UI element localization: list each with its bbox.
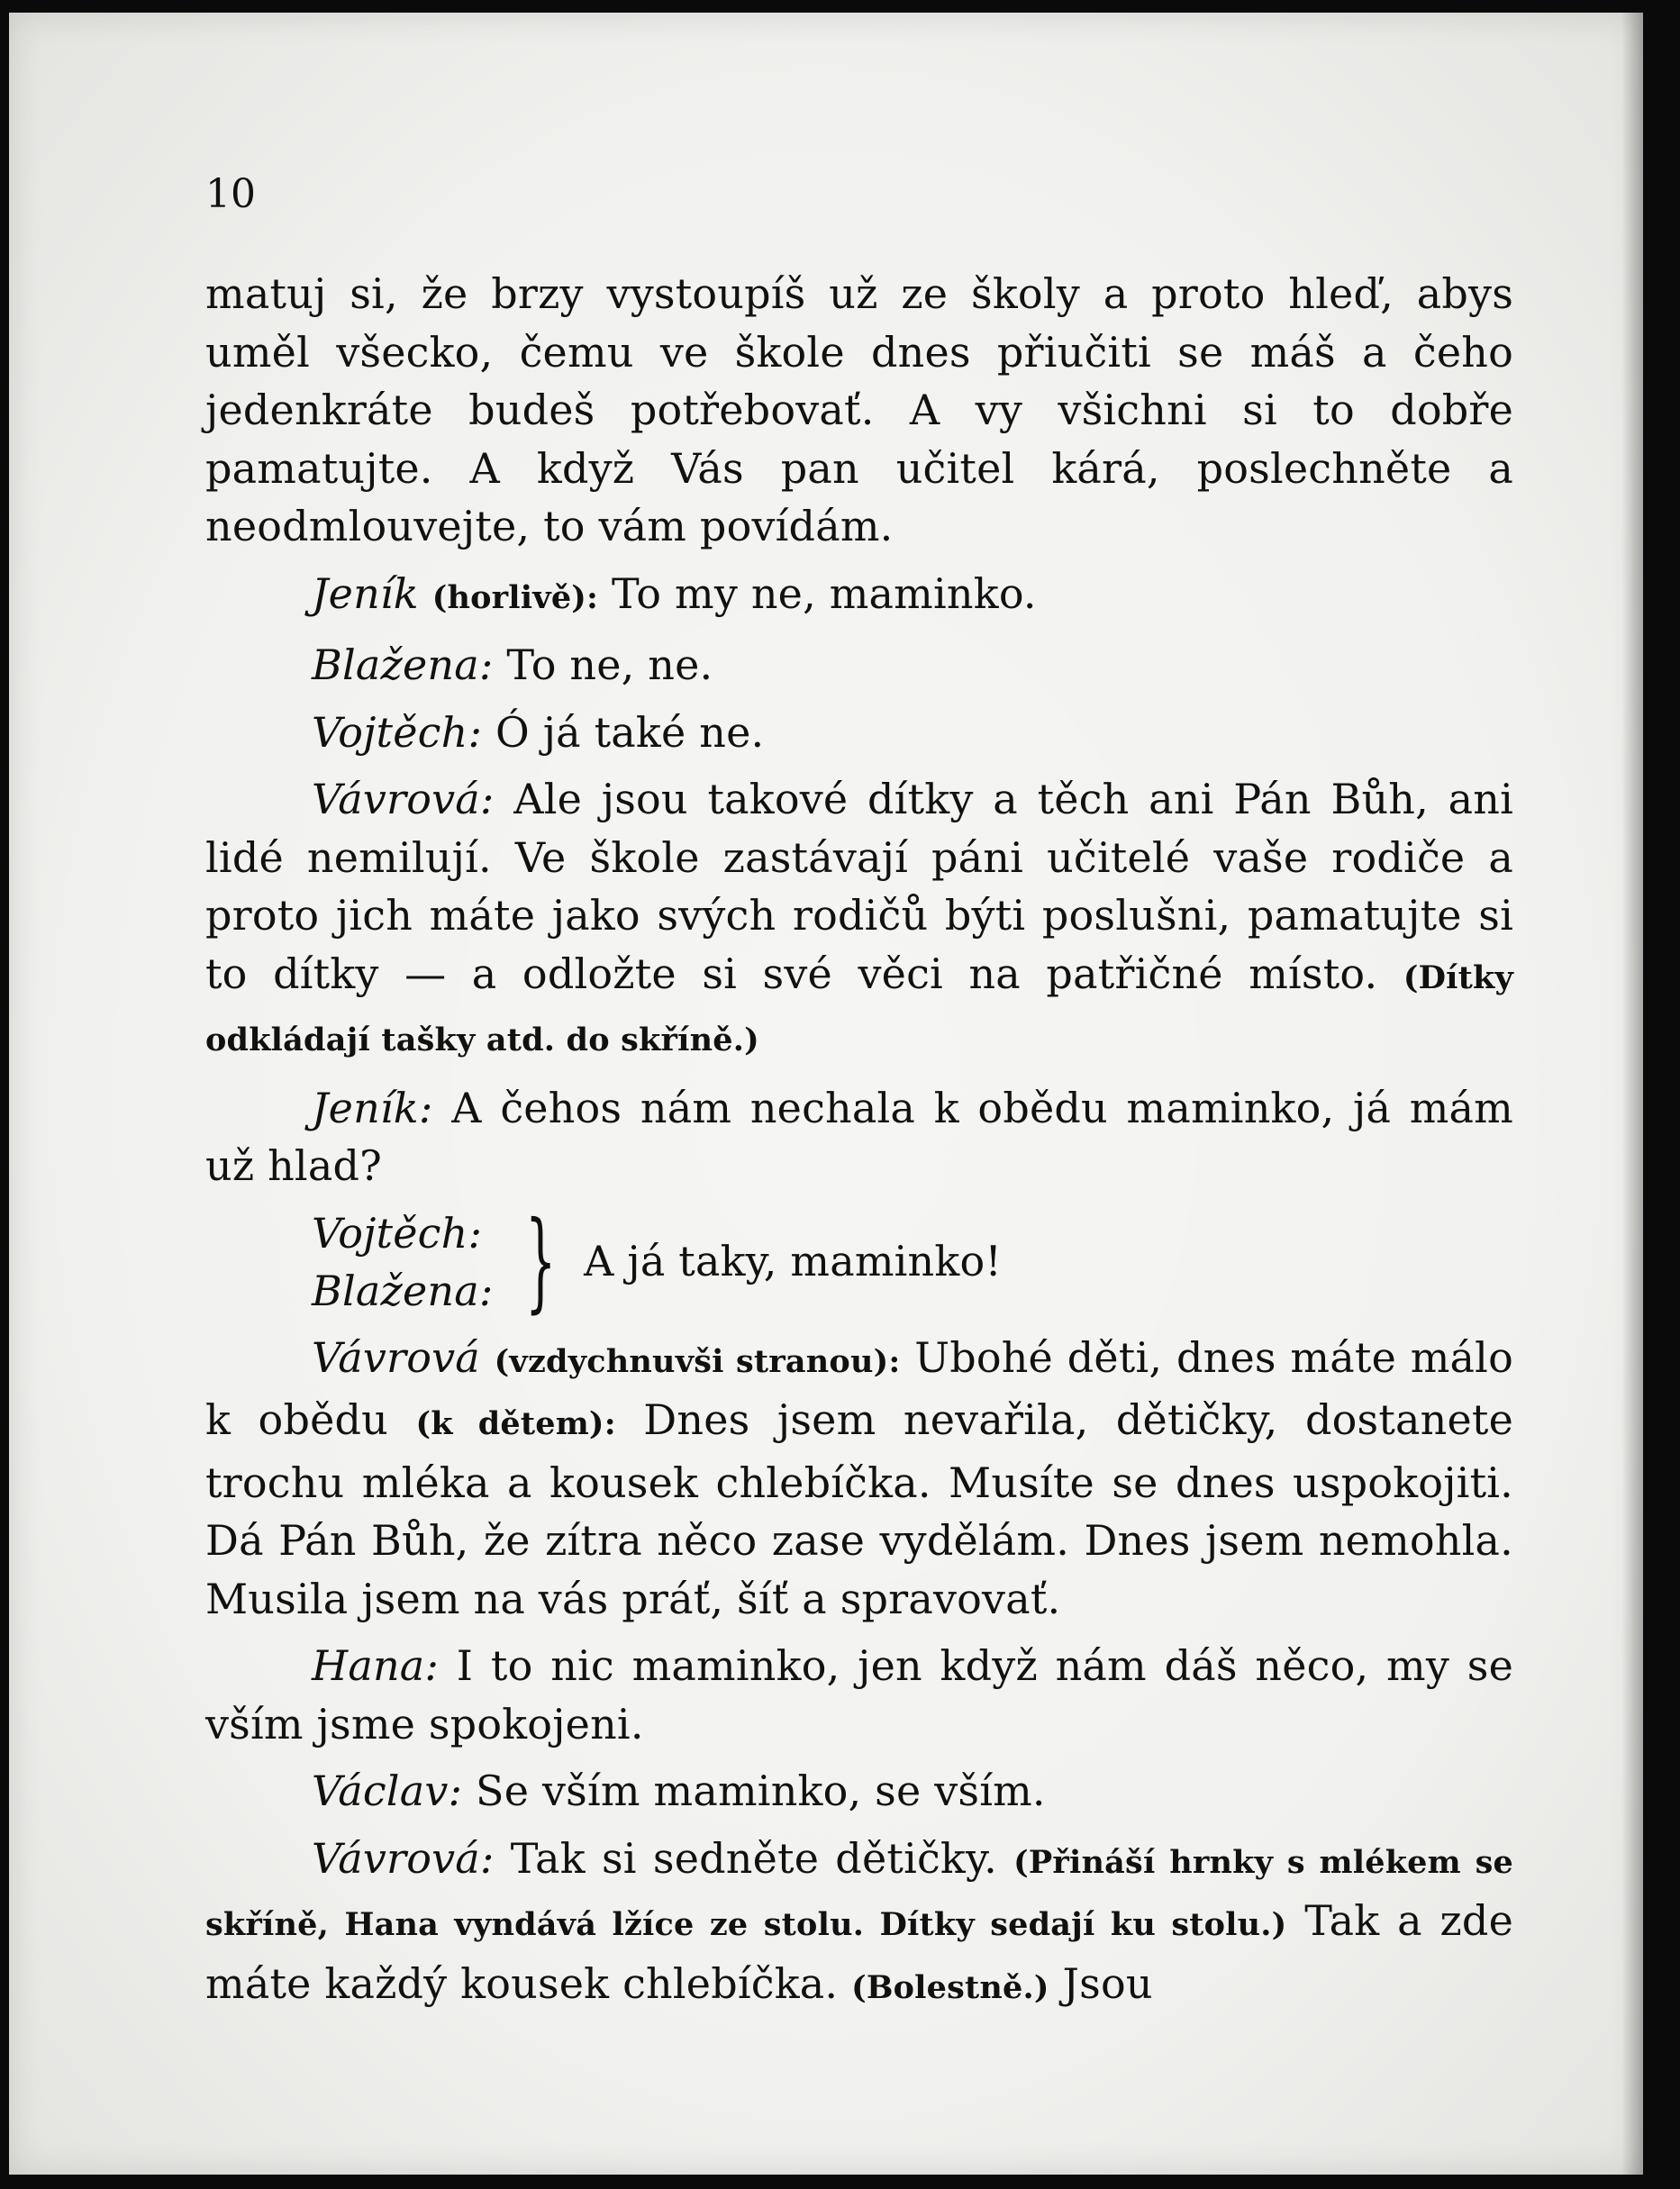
speaker-name: Václav: xyxy=(312,1767,463,1815)
paragraph xyxy=(205,265,1513,556)
book-page xyxy=(9,13,1643,2175)
speaker-name: Blažena: xyxy=(312,640,494,689)
brace-group xyxy=(312,1198,1513,1324)
page-edge-shadow xyxy=(1621,13,1643,2175)
speaker-name: Hana: xyxy=(312,1641,440,1690)
stage-direction: (Bolestně.) xyxy=(851,1968,1049,2006)
speaker-name: Vávrová xyxy=(312,1332,480,1382)
dialogue-text xyxy=(480,1333,495,1382)
shared-line: A já taky, maminko! xyxy=(584,1237,1003,1286)
speaker-name: Jeník xyxy=(312,568,419,618)
brace-speakers xyxy=(312,1204,494,1320)
dialogue-text: To my ne, maminko. xyxy=(598,568,1037,618)
paragraph xyxy=(205,770,1513,1070)
stage-direction: (Přináší hrnky s mlékem se skříně, Hana vyndává lžíce ze stolu. Dítky sedají ku stolu.) xyxy=(205,1843,1513,1943)
page-number: 10 xyxy=(205,171,256,217)
stage-direction: (Dítky odkládají tašky atd. do skříně.) xyxy=(205,958,1513,1058)
curly-brace: } xyxy=(524,1198,557,1324)
paragraph xyxy=(205,1762,1513,1821)
speaker-name: Jeník: xyxy=(312,1083,433,1132)
dialogue-text: Jsou xyxy=(1049,1958,1153,2008)
dialogue-text: I to nic maminko, jen když nám dáš něco, my se vším jsme spokojeni. xyxy=(205,1641,1513,1748)
dialogue-text: matuj si, že brzy vystoupíš už ze školy a proto hleď, abys uměl všecko, čemu ve škole dnes přiučiti se máš a čeho jedenkráte budeš potřebovať. A vy všichni si to dobře pamatujte. A když Vás pan učitel kárá, poslechněte a neodmlouvejte, to vám povídám. xyxy=(205,269,1513,550)
speaker-name: Vávrová: xyxy=(312,775,495,823)
page-body xyxy=(205,265,1513,2026)
stage-direction: (k dětem): xyxy=(415,1405,616,1442)
speaker-name: Vojtěch: xyxy=(312,1208,483,1258)
dialogue-text: Ale jsou takové dítky a těch ani Pán Bůh, ani lidé nemilují. Ve škole zastávají páni učitelé vaše rodiče a proto jich máte jako svých rodičů býti poslušni, pamatujte si to dítky — a odložte si své věci na patřičné místo. xyxy=(205,775,1513,998)
stage-direction: (vzdychnuvši stranou): xyxy=(494,1342,901,1380)
dialogue-text: Tak a zde máte každý kousek chlebíčka. xyxy=(205,1896,1513,2008)
speaker-name: Vojtěch: xyxy=(312,707,483,757)
paragraph xyxy=(205,1329,1513,1629)
dialogue-text: Dnes jsem nevařila, dětičky, dostanete trochu mléka a kousek chlebíčka. Musíte se dnes uspokojiti. Dá Pán Bůh, že zítra něco zase vydělám. Dnes jsem nemohla. Musila jsem na vás práť, šíť a spravovať. xyxy=(205,1395,1513,1623)
paragraph xyxy=(205,1830,1513,2018)
dialogue-text: Ó já také ne. xyxy=(482,707,765,757)
paragraph xyxy=(205,636,1513,695)
dialogue-text: Se vším maminko, se vším. xyxy=(462,1767,1046,1815)
speaker-name: Blažena: xyxy=(312,1266,494,1315)
paragraph xyxy=(205,1637,1513,1753)
paragraph xyxy=(205,704,1513,762)
dialogue-text: Tak si sedněte dětičky. xyxy=(494,1833,1014,1883)
paragraph xyxy=(205,1079,1513,1195)
stage-direction: (horlivě): xyxy=(431,578,599,616)
paragraph xyxy=(205,565,1513,628)
dialogue-text: Ubohé děti, dnes máte málo k obědu xyxy=(205,1332,1513,1444)
dialogue-text: To ne, ne. xyxy=(493,640,713,689)
dialogue-text: A čehos nám nechala k obědu maminko, já mám už hlad? xyxy=(205,1083,1513,1190)
speaker-name: Vávrová: xyxy=(312,1833,495,1883)
